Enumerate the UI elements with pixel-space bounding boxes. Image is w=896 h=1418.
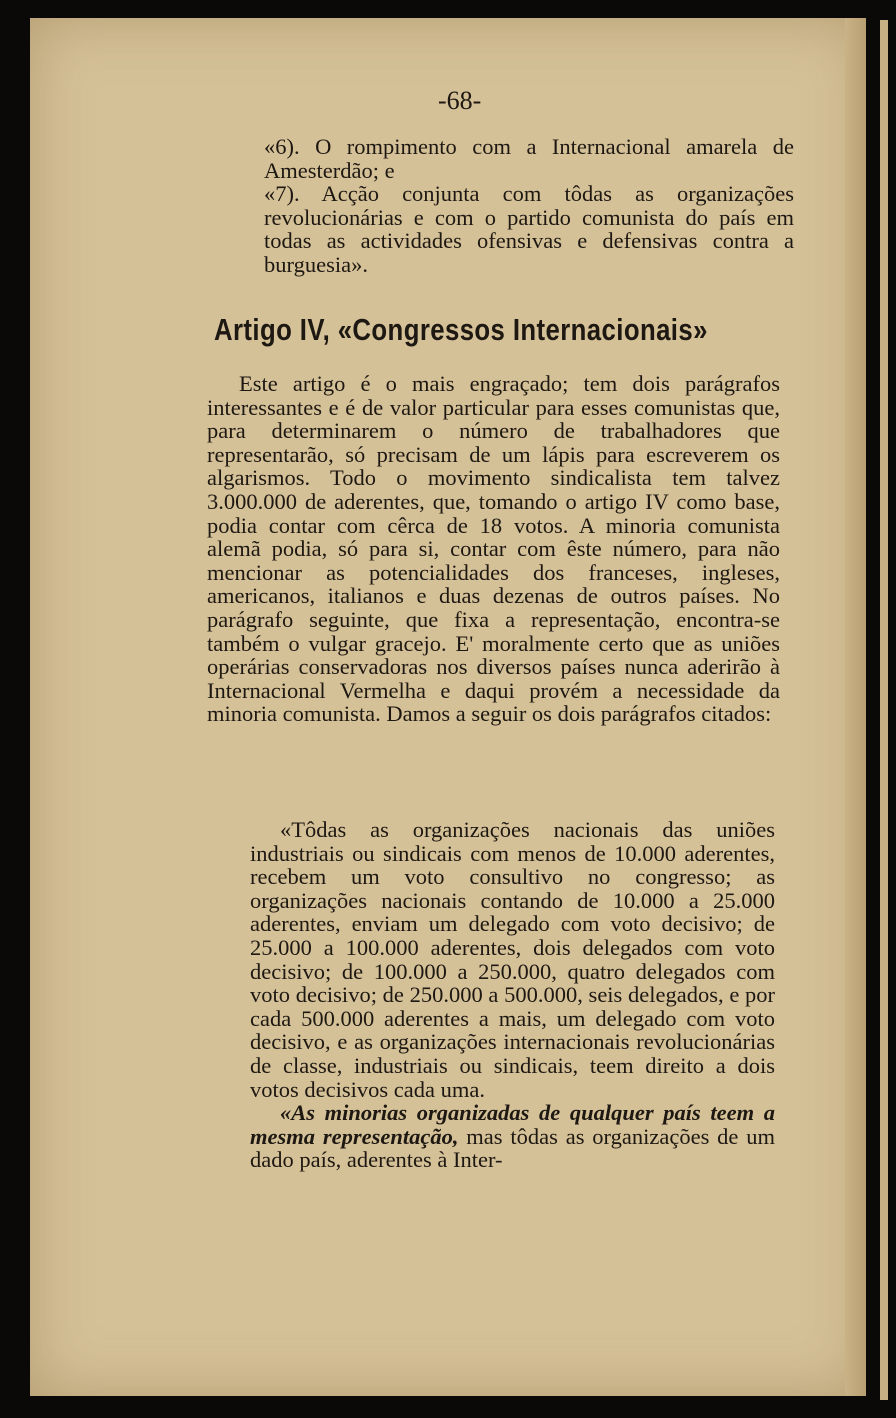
next-page-edge [880, 20, 888, 1400]
page-number: -68- [438, 86, 482, 115]
quote-paragraph-2 [250, 1101, 775, 1172]
list-items [264, 135, 794, 277]
section-heading: Artigo IV, «Congressos Internacionais» [214, 312, 708, 347]
quote-paragraph-2-emphasis: «As minorias organizadas de qualquer país teem a mesma representação, [250, 1100, 775, 1149]
quote-paragraph-2-rest: mas tôdas as organizações de um dado país, aderentes à Inter- [250, 1123, 775, 1173]
page-edge [845, 18, 866, 1396]
body-paragraph: Este artigo é o mais engraçado; tem dois parágrafos interessantes e é de valor particular para esses comunistas que, para determinarem o número de trabalhadores que representarão, só precisam de um lápis para escreverem os algarismos. Todo o movimento sindicalista tem talvez 3.000.000 de aderentes, que, tomando o artigo IV como base, podia contar com cêrca de 18 votos. A minoria comunista alemã podia, só para si, contar com êste número, para não mencionar as potencialidades dos franceses, ingleses, americanos, italianos e duas dezenas de outros países. No parágrafo seguinte, que fixa a representação, encontra-se também o vulgar gracejo. E' moralmente certo que as uniões operárias conservadoras nos diversos países nunca aderirão à Internacional Vermelha e daqui provém a necessidade da minoria comunista. Damos a seguir os dois parágrafos citados: [207, 371, 780, 727]
quote-paragraph-1: «Tôdas as organizações nacionais das uniões industriais ou sindicais com menos de 10.000 aderentes, recebem um voto consultivo no congresso; as organizações nacionais contando de 10.000 a 25.000 aderentes, enviam um delegado com voto decisivo; de 25.000 a 100.000 aderentes, dois delegados com voto decisivo; de 100.000 a 250.000, quatro delegados com voto decisivo; de 250.000 a 500.000, seis delegados, e por cada 500.000 aderentes a mais, um delegado com voto decisivo, e as organizações internacionais revolucionárias de classe, industriais ou sindicais, teem direito a dois votos decisivos cada uma. [250, 817, 775, 1102]
quoted-paragraphs [250, 818, 775, 1172]
list-item-6: «6). O rompimento com a Internacional amarela de Amesterdão; e [264, 134, 794, 183]
page-stack-edge [866, 0, 896, 1418]
list-item-7: «7). Acção conjunta com tôdas as organizações revolucionárias e com o partido comunista do país em todas as actividades ofensivas e defensivas contra a burguesia». [264, 181, 794, 277]
